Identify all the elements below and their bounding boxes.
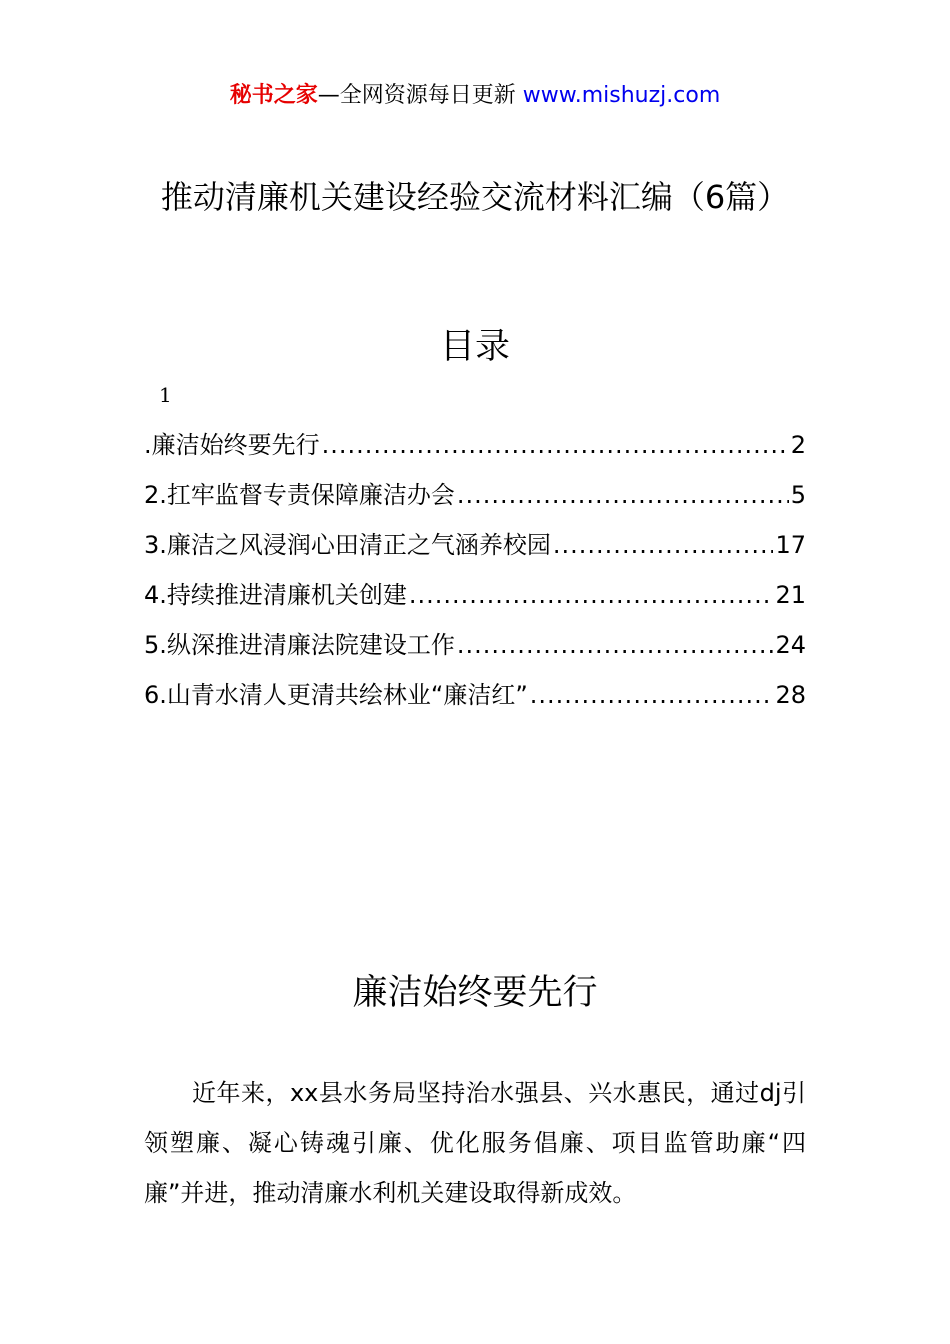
toc-entry-page: 21 xyxy=(775,581,806,609)
toc-entry-page: 24 xyxy=(775,631,806,659)
toc-entry-label: 6.山青水清人更清共绘林业“廉洁红” xyxy=(144,681,528,709)
section-title: 廉洁始终要先行 xyxy=(352,973,598,1013)
toc-entry-page: 5 xyxy=(790,481,806,509)
site-tagline: —全网资源每日更新 xyxy=(317,83,516,108)
toc-entry-label: 5.纵深推进清廉法院建设工作 xyxy=(144,631,455,659)
toc-entry[interactable] xyxy=(144,470,806,520)
toc-entry[interactable] xyxy=(144,670,806,720)
toc-entry-label: .廉洁始终要先行 xyxy=(144,431,320,459)
site-url-link[interactable]: www.mishuzj.com xyxy=(522,83,721,108)
toc-entry[interactable] xyxy=(144,520,806,570)
site-brand: 秘书之家 xyxy=(229,83,318,108)
toc-leader-dots xyxy=(457,470,789,520)
toc-first-number: 1 xyxy=(159,383,172,407)
toc-heading: 目录 xyxy=(439,327,510,367)
toc-entry-label: 2.扛牢监督专责保障廉洁办会 xyxy=(144,481,455,509)
table-of-contents xyxy=(144,420,806,720)
body-paragraph: 近年来，xx县水务局坚持治水强县、兴水惠民，通过dj引领塑廉、凝心铸魂引廉、优化服务倡廉、项目监管助廉“四廉”并进，推动清廉水利机关建设取得新成效。 xyxy=(144,1079,806,1207)
toc-entry[interactable] xyxy=(144,620,806,670)
toc-entry-page: 28 xyxy=(775,681,806,709)
toc-leader-dots xyxy=(409,570,774,620)
toc-leader-dots xyxy=(457,620,774,670)
toc-leader-dots xyxy=(553,520,774,570)
toc-leader-dots xyxy=(322,420,789,470)
toc-entry[interactable] xyxy=(144,570,806,620)
toc-entry-label: 3.廉洁之风浸润心田清正之气涵养校园 xyxy=(144,531,551,559)
toc-entry[interactable] xyxy=(144,420,806,470)
site-header xyxy=(0,80,950,112)
toc-leader-dots xyxy=(530,670,774,720)
toc-entry-page: 17 xyxy=(775,531,806,559)
toc-entry-page: 2 xyxy=(790,431,806,459)
toc-entry-label: 4.持续推进清廉机关创建 xyxy=(144,581,407,609)
document-title: 推动清廉机关建设经验交流材料汇编（6篇） xyxy=(160,178,790,216)
